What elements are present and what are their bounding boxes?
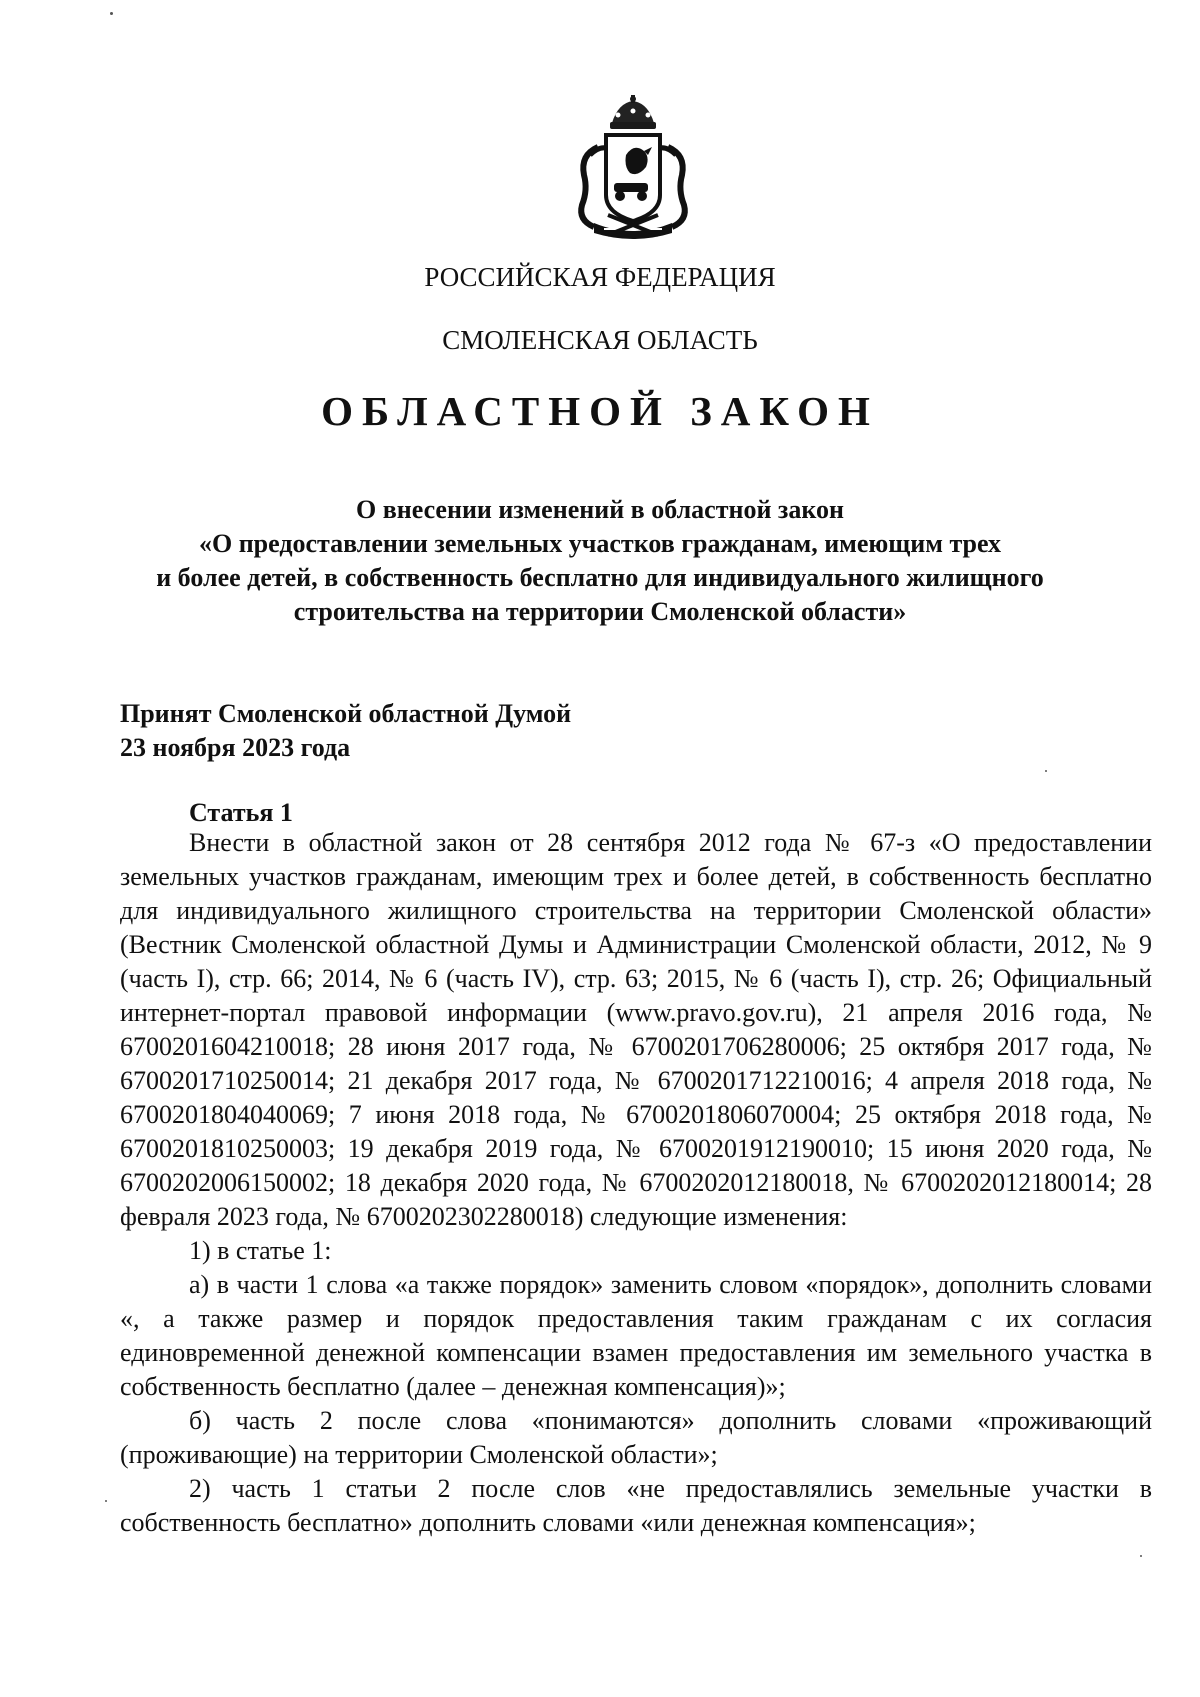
article-paragraph: 2) часть 1 статьи 2 после слов «не предоставлялись земельные участки в собственность бесплатно» дополнить словами «или денежная компенсация»; — [120, 1474, 1152, 1537]
article-paragraph: 1) в статье 1: — [189, 1236, 332, 1265]
law-title-line: и более детей, в собственность бесплатно для индивидуального жилищного — [156, 563, 1044, 592]
law-title — [120, 493, 1080, 629]
adoption-line: Принят Смоленской областной Думой — [120, 699, 572, 728]
article-body — [120, 826, 1152, 1540]
scan-speck — [105, 1500, 107, 1502]
article-paragraph: а) в части 1 слова «а также порядок» заменить словом «порядок», дополнить словами «, а также размер и порядок предоставления таким гражданам с их согласия единовременной денежной компенсации взамен предоставления им земельного участка в собственность бесплатно (далее – денежная компенсация)»; — [120, 1270, 1152, 1401]
law-type-heading: ОБЛАСТНОЙ ЗАКОН — [321, 388, 879, 434]
coat-of-arms-emblem — [568, 95, 698, 245]
scan-speck — [1140, 1555, 1142, 1557]
article-paragraph: Внести в областной закон от 28 сентября 2012 года № 67-з «О предоставлении земельных участков гражданам, имеющим трех и более детей, в собственность бесплатно для индивидуального жилищного строительства на территории Смоленской области» (Вестник Смоленской областной Думы и Администрации Смоленской области, 2012, № 9 (часть I), стр. 66; 2014, № 6 (часть IV), стр. 63; 2015, № 6 (часть I), стр. 26; Официальный интернет-портал правовой информации (www.pravo.gov.ru), 21 апреля 2016 года, № 6700201604210018; 28 июня 2017 года, № 6700201706280006; 25 октября 2017 года, № 6700201710250014; 21 декабря 2017 года, № 6700201712210016; 4 апреля 2018 года, № 6700201804040069; 7 июня 2018 года, № 6700201806070004; 25 октября 2018 года, № 6700201810250003; 19 декабря 2019 года, № 6700201912190010; 15 июня 2020 года, № 6700202006150002; 18 декабря 2020 года, № 6700202012180018, № 6700202012180014; 28 февраля 2023 года, № 6700202302280018) следующие изменения: — [120, 828, 1152, 1231]
adoption-date: 23 ноября 2023 года — [120, 733, 351, 762]
region-name: СМОЛЕНСКАЯ ОБЛАСТЬ — [442, 325, 758, 355]
law-title-line: строительства на территории Смоленской области» — [293, 597, 907, 626]
country-name: РОССИЙСКАЯ ФЕДЕРАЦИЯ — [424, 262, 776, 292]
scan-speck — [110, 12, 113, 15]
law-title-line: «О предоставлении земельных участков гражданам, имеющим трех — [198, 529, 1002, 558]
adoption-note — [120, 697, 571, 765]
law-title-line: О внесении изменений в областной закон — [355, 495, 845, 524]
article-heading: Статья 1 — [189, 798, 293, 827]
article-paragraph: б) часть 2 после слова «понимаются» дополнить словами «проживающий (проживающие) на территории Смоленской области»; — [120, 1406, 1152, 1469]
scan-speck — [1045, 770, 1047, 772]
